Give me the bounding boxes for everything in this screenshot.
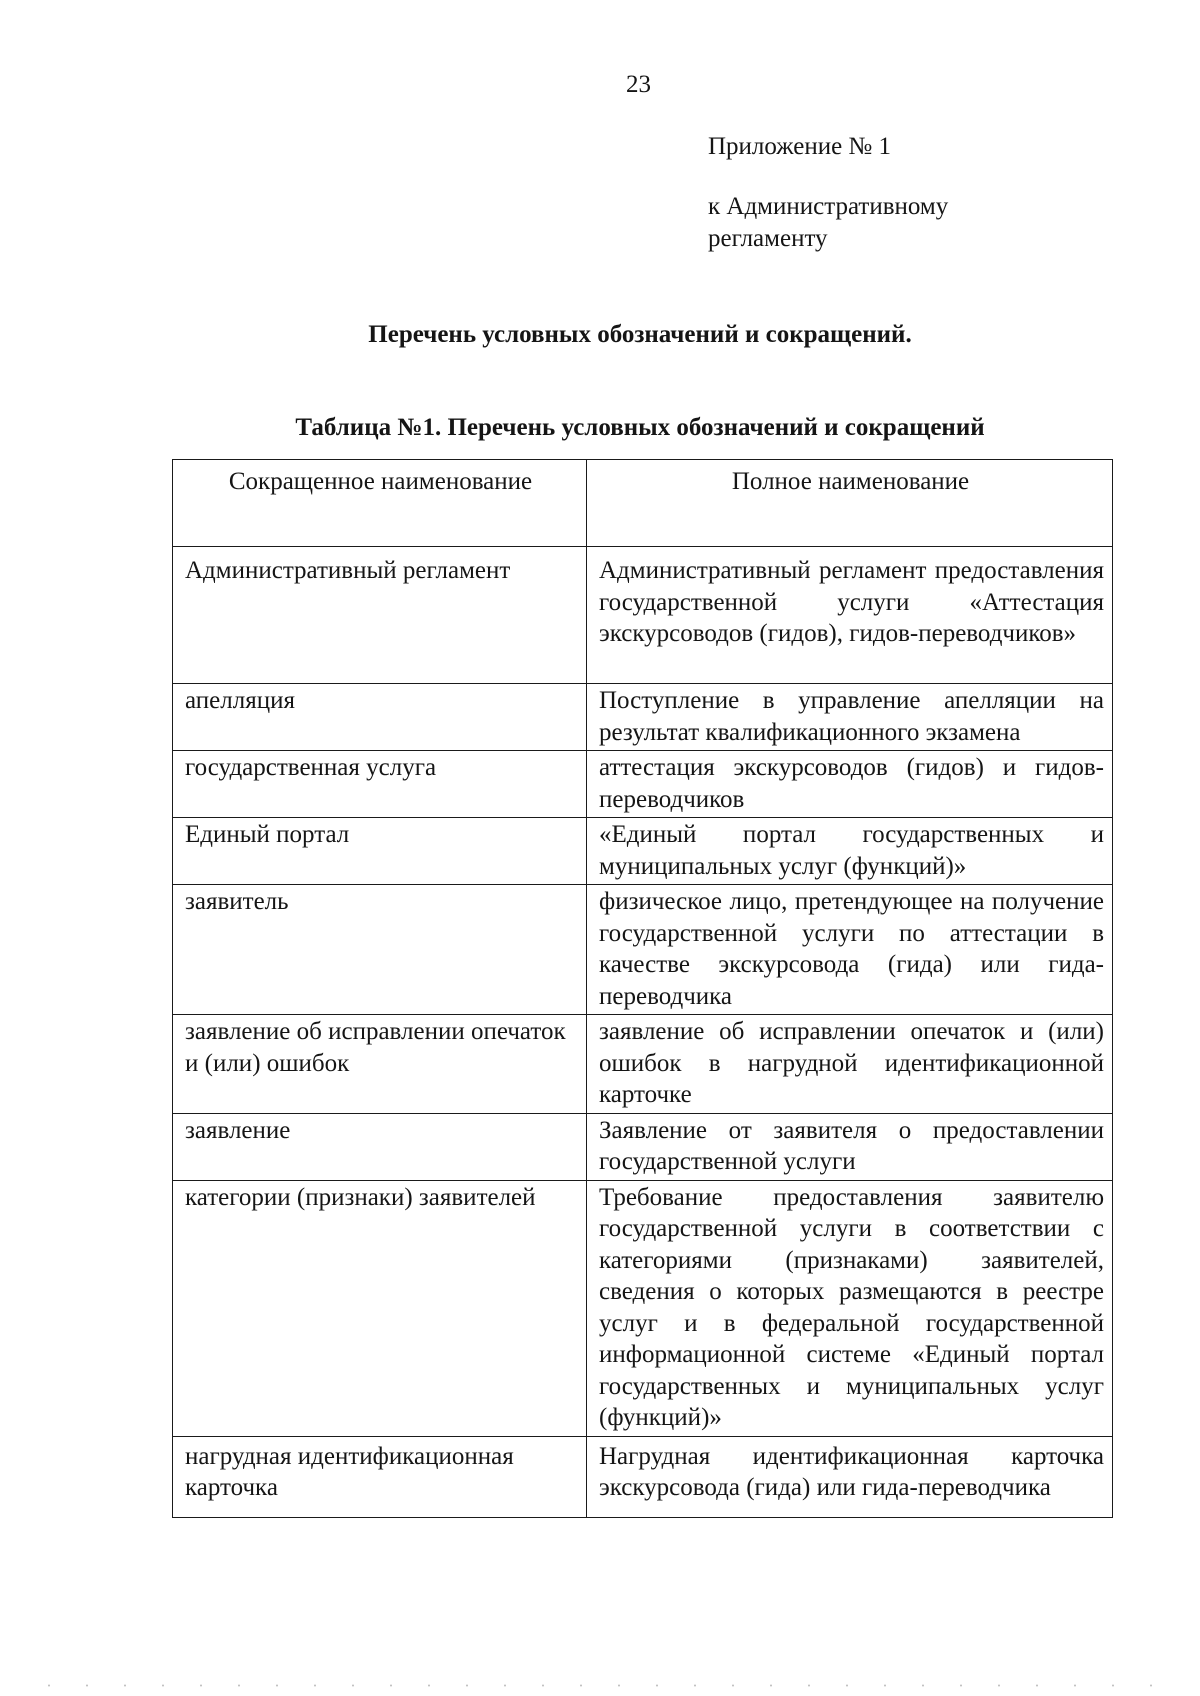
full-name-cell: заявление об исправлении опечаток и (или) ошибок в нагрудной идентификационной карточке (587, 1015, 1113, 1114)
full-name-cell: Требование предоставления заявителю государственной услуги в соответствии с категориями (признаками) заявителей, сведения о которых размещаются в реестре услуг и в федеральной государственной информационной системе «Единый портал государственных и муниципальных услуг (функций)» (587, 1180, 1113, 1436)
full-name-cell: Заявление от заявителя о предоставлении государственной услуги (587, 1113, 1113, 1180)
short-name-cell: Административный регламент (173, 547, 587, 684)
appendix-reference: к Административному регламенту (708, 193, 949, 252)
table-row (173, 1113, 1113, 1180)
appendix-title: Приложение № 1 (708, 133, 892, 160)
full-name-cell: физическое лицо, претендующее на получение государственной услуги по аттестации в качестве экскурсовода (гида) или гида-переводчика (587, 885, 1113, 1015)
short-name-cell: заявление (173, 1113, 587, 1180)
full-name-cell: аттестация экскурсоводов (гидов) и гидов-переводчиков (587, 751, 1113, 818)
full-name-cell: Административный регламент предоставления государственной услуги «Аттестация экскурсоводов (гидов), гидов-переводчиков» (587, 547, 1113, 684)
table-row (173, 684, 1113, 751)
page-number: 23 (626, 71, 651, 98)
short-name-cell: категории (признаки) заявителей (173, 1180, 587, 1436)
table-row (173, 818, 1113, 885)
full-name-cell: Поступление в управление апелляции на результат квалификационного экзамена (587, 684, 1113, 751)
table-header-row (173, 460, 1113, 547)
short-name-cell: нагрудная идентификационная карточка (173, 1436, 587, 1517)
short-name-cell: Единый портал (173, 818, 587, 885)
short-name-cell: заявитель (173, 885, 587, 1015)
table-row (173, 547, 1113, 684)
table-row (173, 1180, 1113, 1436)
abbreviations-table (172, 459, 1113, 1518)
full-name-cell: Нагрудная идентификационная карточка экскурсовода (гида) или гида-переводчика (587, 1436, 1113, 1517)
appendix-block (708, 131, 1008, 255)
table-row (173, 751, 1113, 818)
document-heading: Перечень условных обозначений и сокращений. (368, 321, 912, 348)
short-name-cell: заявление об исправлении опечаток и (или) ошибок (173, 1015, 587, 1114)
table-row (173, 1436, 1113, 1517)
column-header-full-name: Полное наименование (587, 460, 1113, 547)
short-name-cell: апелляция (173, 684, 587, 751)
full-name-cell: «Единый портал государственных и муниципальных услуг (функций)» (587, 818, 1113, 885)
table-row (173, 885, 1113, 1015)
table-row (173, 1015, 1113, 1114)
table-caption: Таблица №1. Перечень условных обозначений и сокращений (295, 414, 985, 441)
scan-noise-divider (30, 1684, 1170, 1687)
column-header-short-name: Сокращенное наименование (173, 460, 587, 547)
short-name-cell: государственная услуга (173, 751, 587, 818)
